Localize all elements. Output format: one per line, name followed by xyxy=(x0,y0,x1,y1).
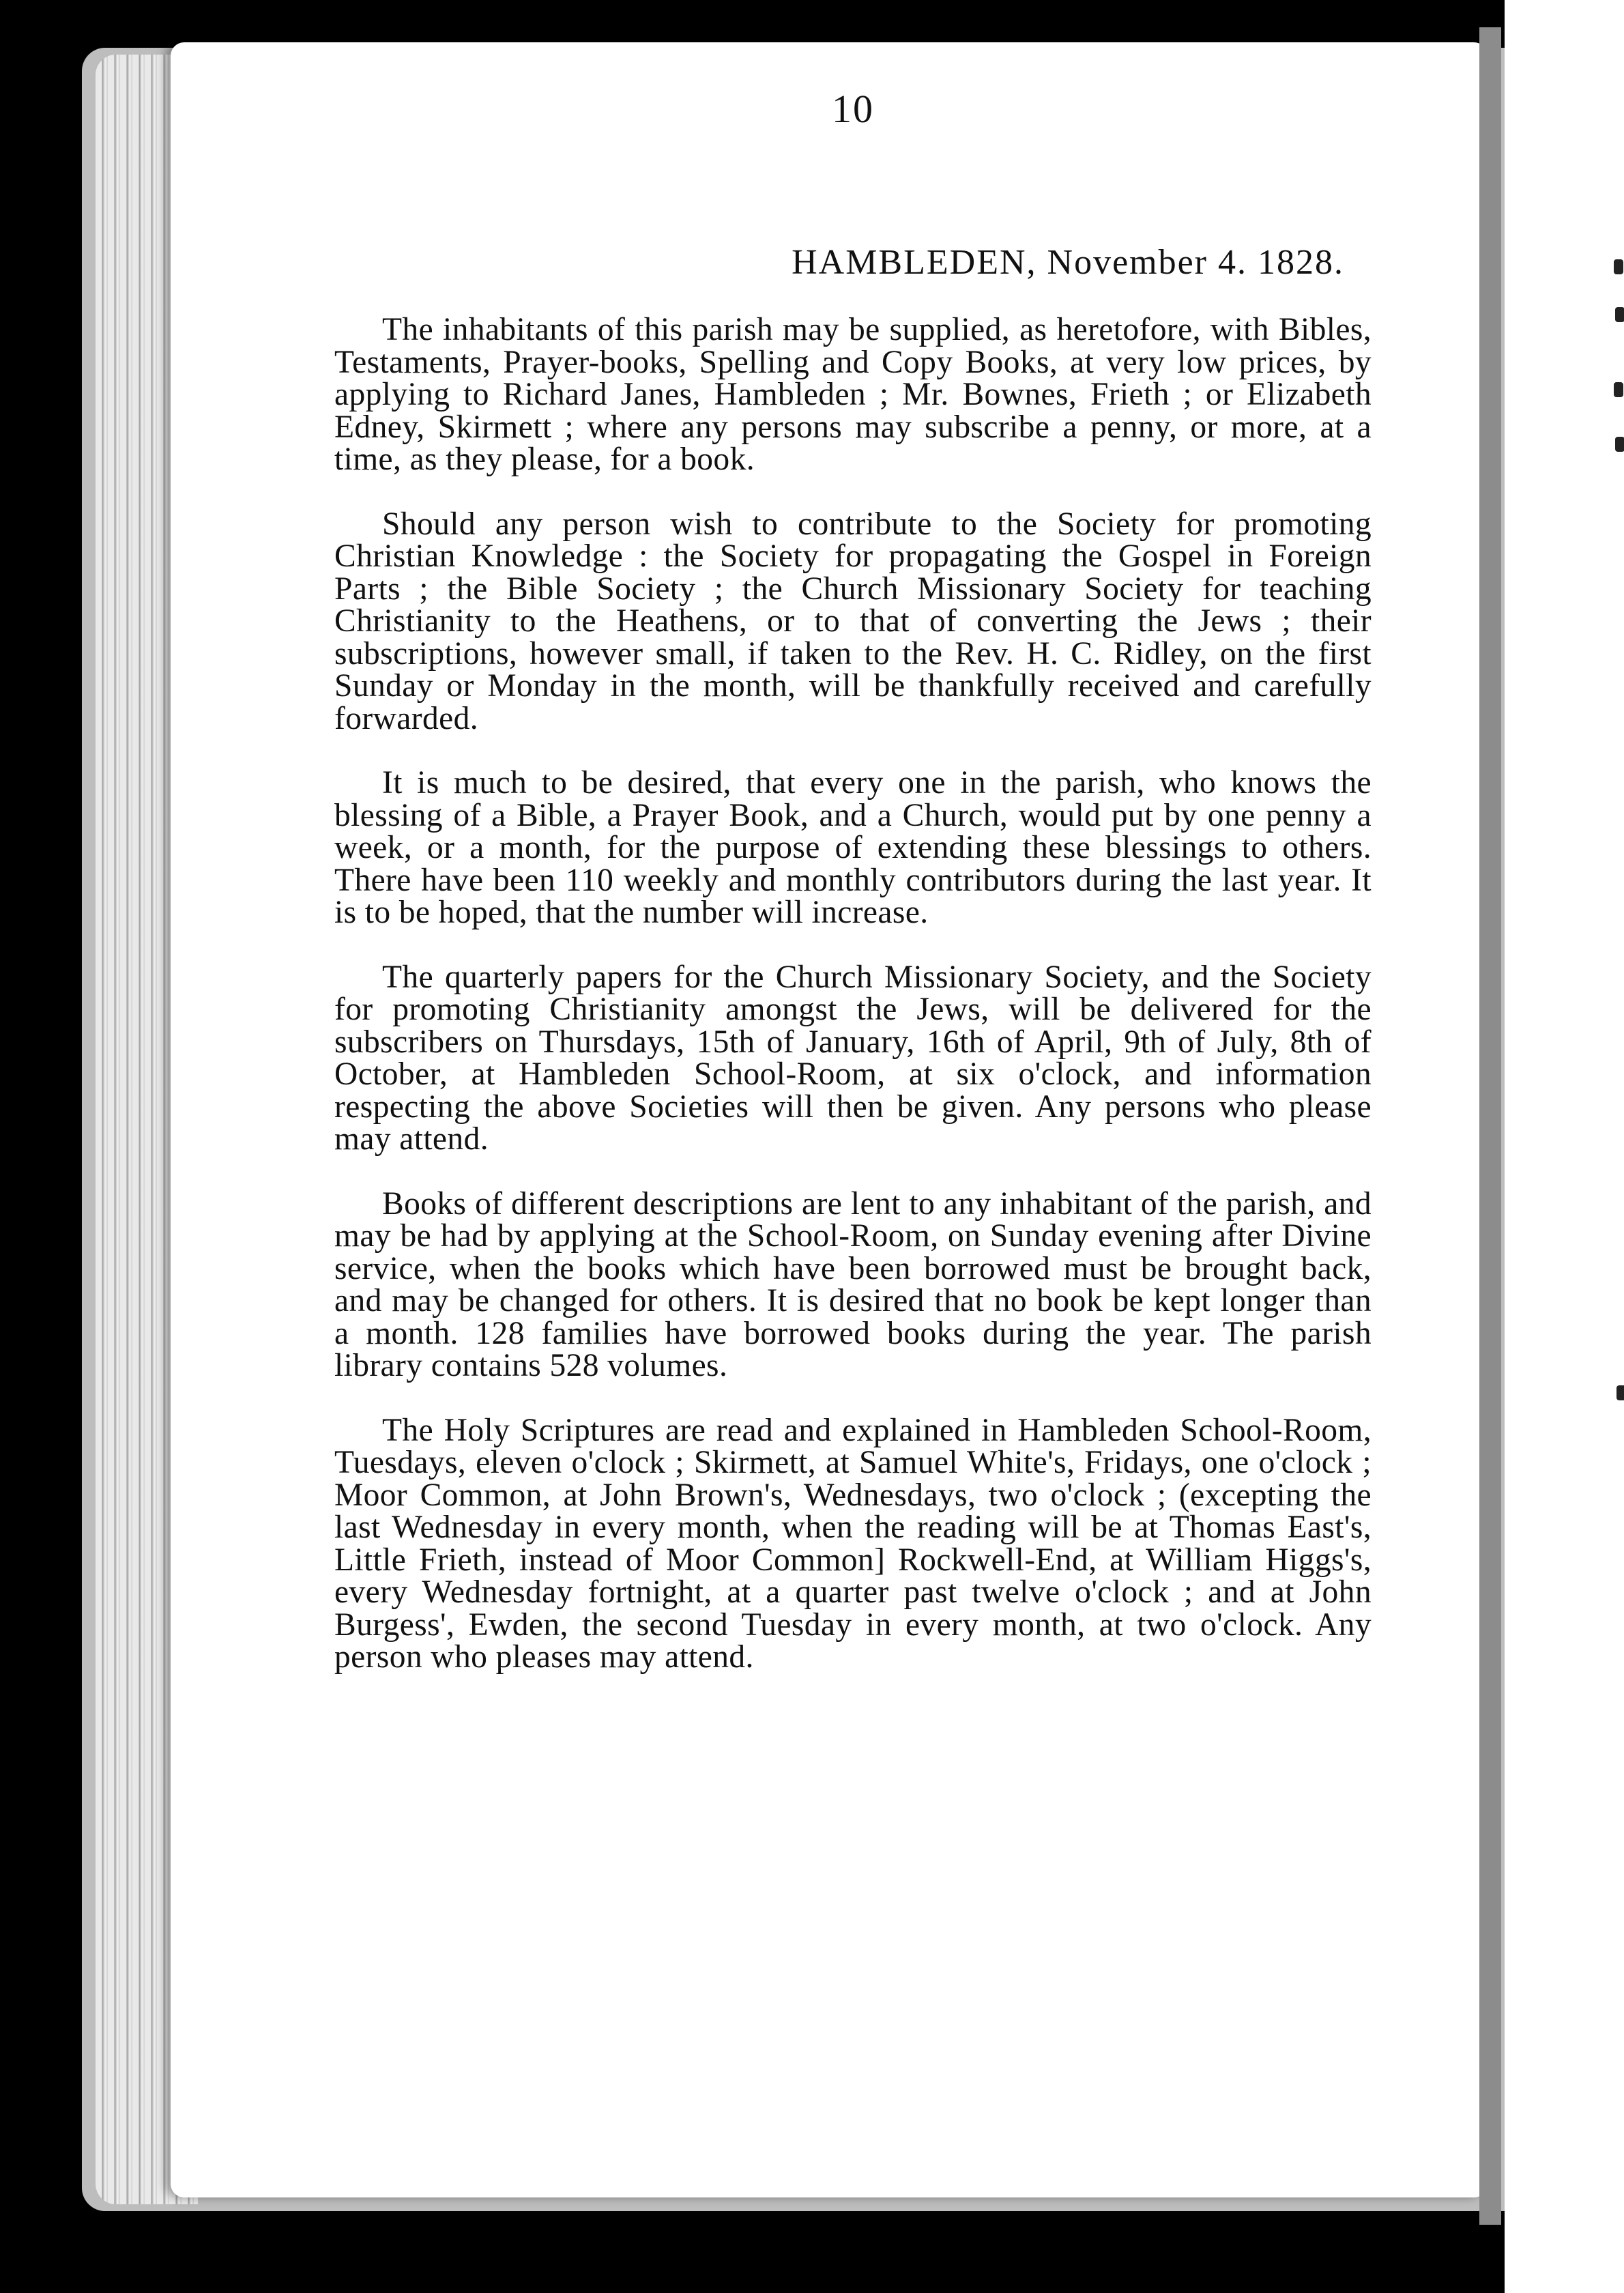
facing-page-mark xyxy=(1614,259,1623,274)
facing-page-mark xyxy=(1614,382,1623,397)
facing-page-mark xyxy=(1615,437,1624,452)
dateline: HAMBLEDEN, November 4. 1828. xyxy=(792,243,1344,282)
paragraph-weekly-contributors: It is much to be desired, that every one in the parish, who knows the blessing of a Bible, a Prayer Book, and a Church, would put by one penny a week, or a month, for the purpose of extending these blessings to others. There have been 110 weekly and monthly contributors during the last year. It is to be hoped, that the number will increase. xyxy=(334,765,1372,930)
page-text-column xyxy=(334,82,1372,1706)
page-number: 10 xyxy=(832,87,874,131)
book-gutter xyxy=(1479,27,1501,2225)
paragraph-scripture-readings: The Holy Scriptures are read and explained in Hambleden School-Room, Tuesdays, eleven o'clock ; Skirmett, at Samuel White's, Fridays, one o'clock ; Moor Common, at John Brown's, Wednesdays, two o'clock ; (excepting the last Wednesday in every month, when the reading will be at Thomas East's, Little Frieth, instead of Moor Common] Rockwell-End, at William Higgs's, every Wednesday fortnight, at a quarter past twelve o'clock ; and at John Burgess', Ewden, the second Tuesday in every month, at two o'clock. Any person who pleases may attend. xyxy=(334,1412,1372,1675)
facing-page-mark xyxy=(1615,307,1624,322)
paragraph-society-contributions: Should any person wish to contribute to the Society for promoting Christian Knowledge : the Society for propagating the Gospel in Foreign Parts ; the Bible Society ; the Church Missionary Society for teaching Christianity to the Heathens, or to that of converting the Jews ; their subscriptions, however small, if taken to the Rev. H. C. Ridley, on the first Sunday or Monday in the month, will be thankfully received and carefully forwarded. xyxy=(334,506,1372,736)
facing-page-edge xyxy=(1505,0,1624,2293)
paragraph-books-supply: The inhabitants of this parish may be supplied, as heretofore, with Bibles, Testaments, Prayer-books, Spelling and Copy Books, at very low prices, by applying to Richard Janes, Hambleden ; Mr. Bownes, Frieth ; or Elizabeth Edney, Skirmett ; where any persons may subscribe a penny, or more, at a time, as they please, for a book. xyxy=(334,312,1372,477)
paragraph-lending-library: Books of different descriptions are lent to any inhabitant of the parish, and may be had by applying at the School-Room, on Sunday evening after Divine service, when the books which have been borrowed must be brought back, and may be changed for others. It is desired that no book be kept longer than a month. 128 families have borrowed books during the year. The parish library contains 528 volumes. xyxy=(334,1185,1372,1383)
paragraph-quarterly-papers: The quarterly papers for the Church Missionary Society, and the Society for promoting Christianity amongst the Jews, will be delivered for the subscribers on Thursdays, 15th of January, 16th of April, 9th of July, 8th of October, at Hambleden School-Room, at six o'clock, and information respecting the above Societies will then be given. Any persons who please may attend. xyxy=(334,959,1372,1157)
facing-page-mark xyxy=(1616,1385,1624,1400)
